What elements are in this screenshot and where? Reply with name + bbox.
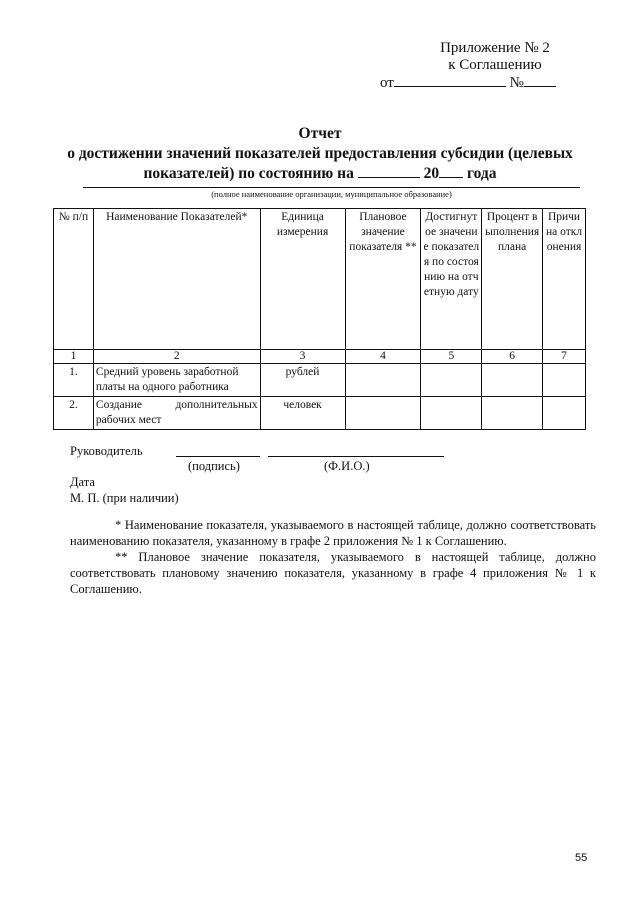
page-number: 55 bbox=[575, 852, 588, 864]
header-cell: Наименование Показателей* bbox=[93, 209, 260, 350]
report-title bbox=[60, 124, 580, 184]
report-date-blank bbox=[358, 165, 420, 178]
title-line-2: о достижении значений показателей предоставления субсидии (целевых bbox=[67, 145, 573, 162]
column-number: 5 bbox=[421, 350, 482, 364]
header-cell: Процент выполнения плана bbox=[482, 209, 543, 350]
header-cell: Плановое значение показателя ** bbox=[345, 209, 421, 350]
footnote-2: ** Плановое значение показателя, указываемого в настоящей таблице, должно соответствовать плановому значению показателя, указанному в графе 4 приложения № 1 к Соглашению. bbox=[70, 550, 596, 596]
title-line-1: Отчет bbox=[298, 125, 342, 142]
title-line-3-text: показателей) по состоянию на bbox=[143, 165, 354, 182]
organization-line bbox=[83, 187, 580, 188]
achieved-value-cell bbox=[421, 397, 482, 430]
plan-value-cell bbox=[345, 364, 421, 397]
column-number: 3 bbox=[260, 350, 345, 364]
column-number: 7 bbox=[543, 350, 586, 364]
indicator-unit: рублей bbox=[260, 364, 345, 397]
achieved-value-cell bbox=[421, 364, 482, 397]
row-number: 2. bbox=[54, 397, 94, 430]
column-number: 2 bbox=[93, 350, 260, 364]
header-cell: Достигнутое значение показателя по состоянию на отчетную дату bbox=[421, 209, 482, 350]
organization-caption: (полное наименование организации, муниципальное образование) bbox=[211, 189, 452, 199]
name-caption: (Ф.И.О.) bbox=[324, 459, 370, 473]
year-blank bbox=[439, 165, 463, 178]
plan-value-cell bbox=[345, 397, 421, 430]
title-year-word: года bbox=[466, 165, 497, 182]
date-blank bbox=[394, 74, 506, 87]
appendix-subtitle: к Соглашению bbox=[448, 57, 542, 73]
table-row bbox=[54, 364, 586, 397]
footnote-1: * Наименование показателя, указываемого в настоящей таблице, должно соответствовать наименованию показателя, указанному в графе 2 приложения № 1 к Соглашению. bbox=[70, 518, 596, 548]
indicators-table bbox=[53, 208, 586, 430]
header-cell: Единица измерения bbox=[260, 209, 345, 350]
footnotes bbox=[70, 517, 596, 597]
date-stamp-block bbox=[70, 474, 179, 506]
table-header-row bbox=[54, 209, 586, 350]
reason-cell bbox=[543, 364, 586, 397]
date-label: Дата bbox=[70, 475, 95, 489]
percent-cell bbox=[482, 364, 543, 397]
column-number-row bbox=[54, 350, 586, 364]
table-row bbox=[54, 397, 586, 430]
percent-cell bbox=[482, 397, 543, 430]
title-year-prefix: 20 bbox=[423, 165, 440, 182]
agreement-date-number bbox=[380, 74, 610, 92]
signature-caption: (подпись) bbox=[188, 459, 240, 473]
signature-block bbox=[70, 443, 590, 473]
indicator-unit: человек bbox=[260, 397, 345, 430]
indicator-name: Средний уровень заработной платы на одного работника bbox=[93, 364, 260, 397]
column-number: 4 bbox=[345, 350, 421, 364]
name-line bbox=[268, 456, 444, 457]
indicator-name: Создание дополнительных рабочих мест bbox=[93, 397, 260, 430]
header-cell: Причина отклонения bbox=[543, 209, 586, 350]
column-number: 1 bbox=[54, 350, 94, 364]
reason-cell bbox=[543, 397, 586, 430]
number-label: № bbox=[509, 75, 524, 91]
from-label: от bbox=[380, 75, 394, 91]
appendix-header bbox=[380, 40, 610, 92]
row-number: 1. bbox=[54, 364, 94, 397]
appendix-title: Приложение № 2 bbox=[440, 40, 550, 56]
header-cell: № п/п bbox=[54, 209, 94, 350]
column-number: 6 bbox=[482, 350, 543, 364]
number-blank bbox=[524, 74, 556, 87]
title-line-3 bbox=[60, 164, 580, 184]
signature-line bbox=[176, 456, 260, 457]
stamp-label: М. П. (при наличии) bbox=[70, 491, 179, 505]
head-label: Руководитель bbox=[70, 444, 143, 458]
